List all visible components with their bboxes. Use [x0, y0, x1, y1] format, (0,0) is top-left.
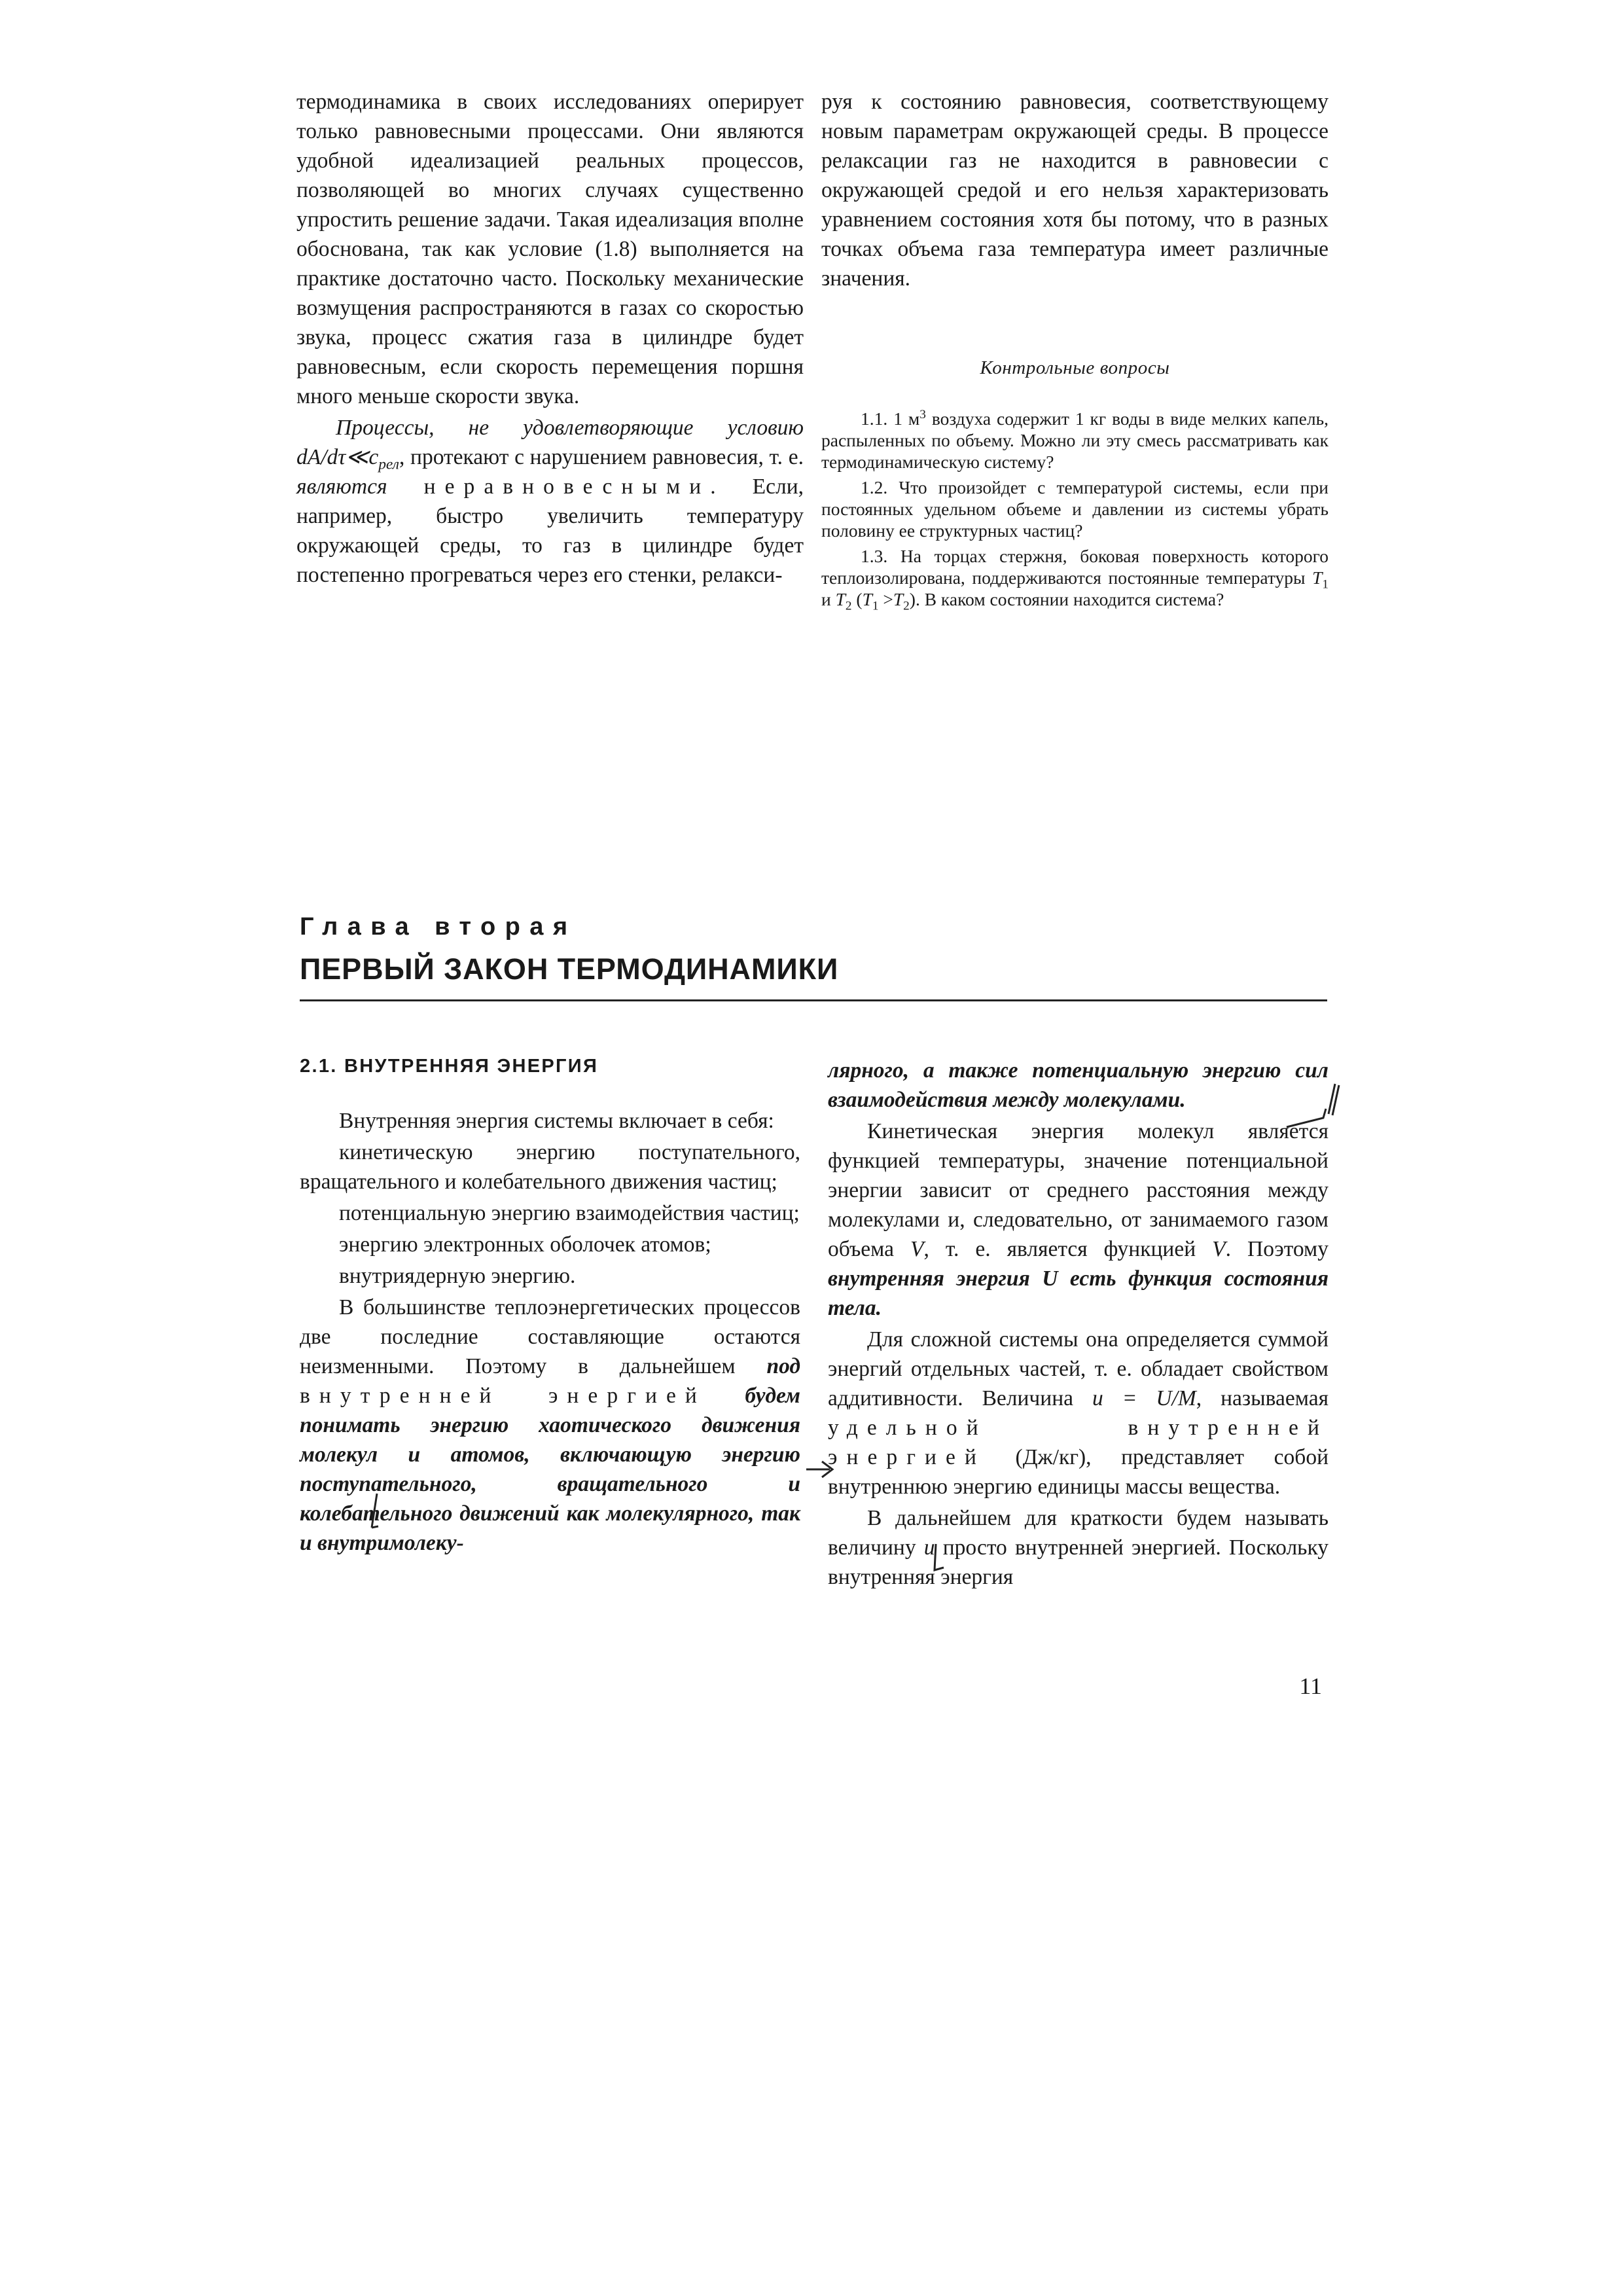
- top-right-column: [821, 87, 1329, 613]
- text-run: (Дж/кг), представляет собой внутреннюю энергию единицы массы вещества.: [828, 1445, 1329, 1499]
- text-run: 1.3. На торцах стержня, боковая поверхность которого теплоизолирована, поддерживаются постоянные температуры: [821, 546, 1329, 588]
- pen-mark-icon: [1284, 1106, 1330, 1132]
- symbol-T2: T: [893, 589, 904, 609]
- paragraph: [828, 1503, 1329, 1592]
- paragraph: Внутренняя энергия системы включает в себя:: [339, 1109, 774, 1133]
- text-run: и: [821, 589, 836, 609]
- text-run: , т. е. является функцией: [923, 1237, 1213, 1261]
- symbol-T1: T: [1312, 567, 1323, 588]
- text-run: В дальнейшем для краткости будем называть величину: [828, 1506, 1329, 1560]
- symbol-V: V: [1212, 1237, 1226, 1261]
- paragraph: [828, 1117, 1329, 1323]
- italic-text: являются: [296, 475, 387, 499]
- spaced-text: удельной внутренней энергией: [828, 1416, 1329, 1469]
- question-item: 1.2. Что произойдет с температурой системы, если при постоянных удельном объеме и давлении из системы убрать половину ее структурных частиц?: [821, 477, 1329, 541]
- symbol-T2: T: [835, 589, 846, 609]
- symbol-u: u: [923, 1535, 935, 1560]
- bold-italic-text: будем понимать энергию хаотического движения молекул и атомов, включающую энергию поступательного, вращательного и колебательного движений как молекулярного, так и внутримолеку-: [300, 1384, 800, 1555]
- chapter-divider: [300, 999, 1327, 1001]
- list-item: потенциальную энергию взаимодействия частиц;: [339, 1201, 800, 1225]
- spaced-text: неравновесными: [423, 475, 711, 499]
- formula: u = U/M: [1092, 1386, 1196, 1410]
- pen-mark-icon: [928, 1541, 946, 1574]
- paragraph: лярного, а также потенциальную энергию сил взаимодействия между молекулами.: [828, 1058, 1329, 1112]
- bottom-right-column: [828, 1056, 1329, 1592]
- text-run: В большинстве теплоэнергетических процессов две последние составляющие остаются неизменными. Поэтому в дальнейшем: [300, 1295, 800, 1378]
- text-run: . Если, например, быстро увеличить температуру окружающей среды, то газ в цилиндре будет постепенно прогреваться через его стенки, релакси-: [296, 475, 804, 587]
- text-run: 1.1. 1 м: [861, 408, 920, 429]
- top-left-column: [296, 87, 804, 590]
- text-run: Для сложной системы она определяется суммой энергий отдельных частей, т. е. обладает свойством аддитивности. Величина: [828, 1327, 1329, 1410]
- subscript: 1: [872, 599, 879, 613]
- list-item: кинетическую энергию поступательного, вращательного и колебательного движения частиц;: [300, 1140, 800, 1194]
- chapter-title: ПЕРВЫЙ ЗАКОН ТЕРМОДИНАМИКИ: [300, 952, 839, 986]
- subscript: 2: [845, 599, 852, 613]
- bold-italic-text: под: [766, 1354, 800, 1378]
- text-run: Кинетическая энергия молекул является функцией температуры, значение потенциальной энергии зависит от среднего расстояния между молекулами и, следовательно, от занимаемого газом объема: [828, 1119, 1329, 1261]
- text-run: просто внутренней энергией. Поскольку внутренняя энергия: [828, 1535, 1329, 1589]
- text-run: . Поэтому: [1225, 1237, 1329, 1261]
- paragraph: [828, 1325, 1329, 1501]
- superscript: 3: [919, 407, 926, 422]
- symbol-V: V: [910, 1237, 924, 1261]
- question-item: [821, 408, 1329, 473]
- text-run: (: [851, 589, 863, 609]
- subscript: рел: [378, 456, 399, 473]
- paragraph: руя к состоянию равновесия, соответствующему новым параметрам окружающей среды. В процессе релаксации газ не находится в равновесии с окружающей средой и его нельзя характеризовать уравнением состояния хотя бы потому, что в разных точках объема газа температура имеет различные значения.: [821, 90, 1329, 291]
- paragraph: термодинамика в своих исследованиях оперирует только равновесными процессами. Они являются удобной идеализацией реальных процессов, позволяющей во многих случаях существенно упростить решение задачи. Такая идеализация вполне обоснована, так как условие (1.8) выполняется на практике достаточно часто. Поскольку механические возмущения распространяются в газах со скоростью звука, процесс сжатия газа в цилиндре будет равновесным, если скорость перемещения поршня много меньше скорости звука.: [296, 90, 804, 408]
- italic-text: Процессы, не удовлетворяющие условию dA/dτ≪c: [296, 416, 804, 469]
- list-item: энергию электронных оболочек атомов;: [339, 1232, 711, 1257]
- text-run: , протекают с нарушением равновесия, т. е.: [399, 445, 804, 469]
- text-run: , называемая: [1196, 1386, 1329, 1410]
- pen-mark-icon: [366, 1491, 382, 1530]
- text-run: >: [878, 589, 893, 609]
- symbol-T1: T: [862, 589, 872, 609]
- text-run: ). В каком состоянии находится система?: [909, 589, 1224, 609]
- questions-title: Контрольные вопросы: [980, 357, 1170, 378]
- text-run: воздуха содержит 1 кг воды в виде мелких капель, распыленных по объему. Можно ли эту смесь рассматривать как термодинамическую систему?: [821, 408, 1329, 472]
- spaced-text: внутренней энергией: [300, 1384, 706, 1408]
- page-number: 11: [1299, 1673, 1322, 1699]
- list-item: внутриядерную энергию.: [339, 1264, 576, 1288]
- bold-italic-text: внутренняя энергия U есть функция состояния тела.: [828, 1266, 1329, 1320]
- bottom-left-column: [300, 1106, 800, 1558]
- chapter-label: Глава вторая: [300, 913, 577, 941]
- section-heading: 2.1. ВНУТРЕННЯЯ ЭНЕРГИЯ: [300, 1056, 599, 1077]
- question-item: [821, 545, 1329, 613]
- paragraph: [296, 413, 804, 590]
- pen-mark-icon: [804, 1456, 836, 1482]
- subscript: 1: [1322, 577, 1329, 592]
- subscript: 2: [903, 599, 910, 613]
